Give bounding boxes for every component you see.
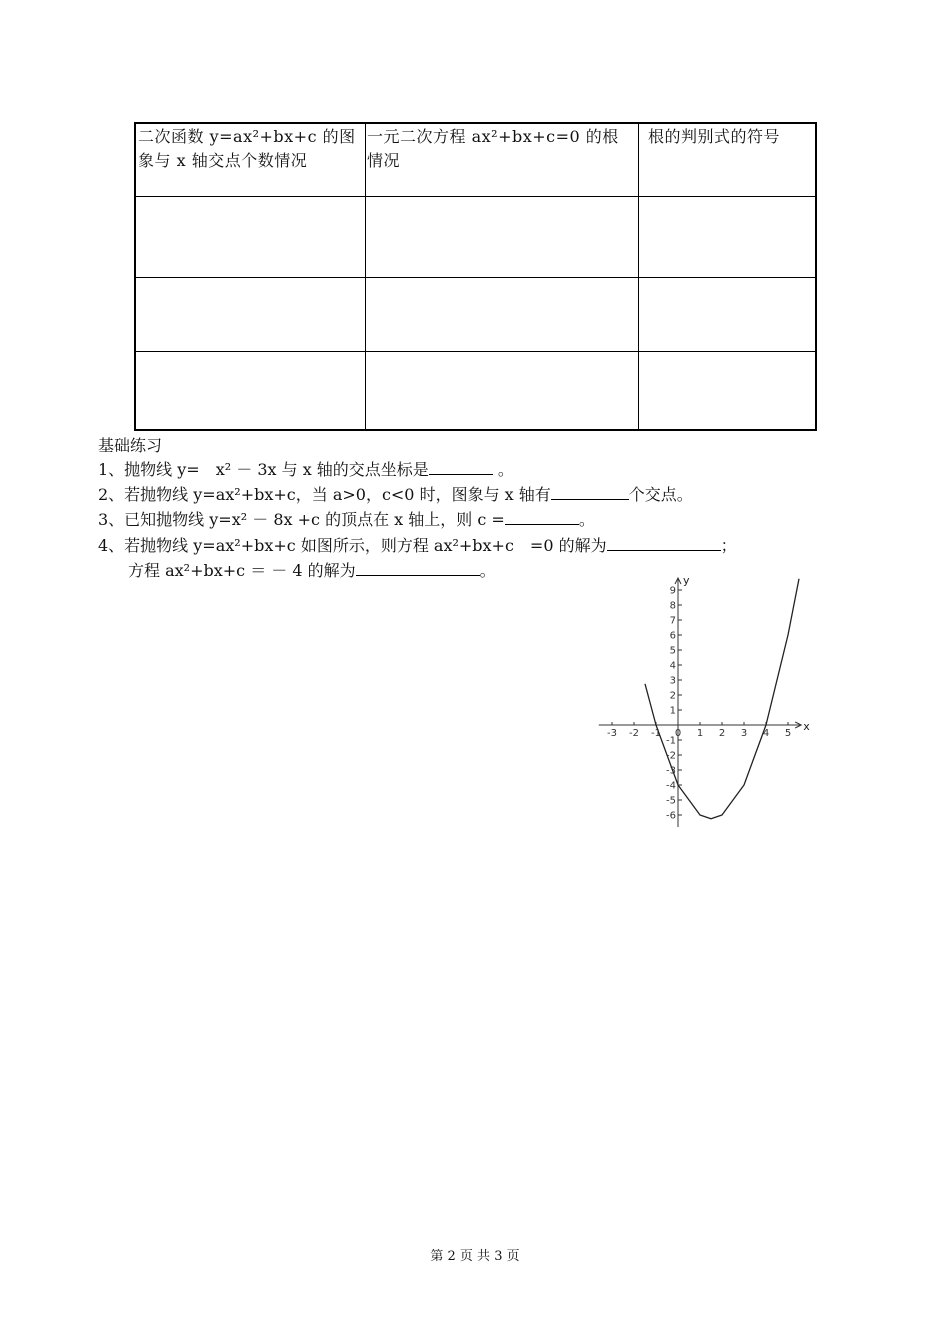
question-1-end: 。 — [492, 460, 514, 479]
y-tick-label: 1 — [669, 705, 676, 717]
parabola-graph — [598, 572, 818, 838]
question-4-text: 4、若抛物线 y=ax²+bx+c 如图所示，则方程 ax²+bx+c =0 的解为 — [98, 536, 607, 555]
y-tick-label: 4 — [669, 660, 676, 672]
question-1-text: 1、抛物线 y= x² － 3x 与 x 轴的交点坐标是 — [98, 460, 429, 479]
page-footer: 第 2 页 共 3 页 — [430, 1249, 520, 1264]
y-tick-label: -3 — [666, 765, 676, 777]
y-tick-label: 6 — [669, 630, 676, 642]
x-tick-label: 4 — [762, 728, 770, 739]
y-tick-label: -6 — [666, 810, 676, 822]
y-tick-label: -5 — [666, 795, 676, 807]
y-axis-label: y — [683, 574, 690, 587]
question-4-line-2-end: 。 — [479, 561, 496, 580]
header-line: 象与 x 轴交点个数情况 — [138, 151, 308, 170]
answer-blank-2[interactable] — [551, 483, 629, 500]
header-cell-roots — [367, 125, 619, 173]
header-line: 根的判别式的符号 — [648, 127, 781, 146]
answer-blank-4a[interactable] — [607, 534, 721, 551]
answer-blank-4b[interactable] — [356, 559, 480, 576]
question-4-line-1-end: ； — [720, 536, 737, 555]
section-title: 基础练习 — [98, 436, 163, 455]
question-1 — [98, 458, 514, 482]
header-cell-discriminant — [648, 125, 780, 149]
x-tick-label: -2 — [629, 728, 639, 739]
question-3-text: 3、已知抛物线 y=x² － 8x +c 的顶点在 x 轴上，则 c = — [98, 510, 505, 529]
y-tick-label: 9 — [669, 585, 676, 597]
question-3-end: 。 — [578, 510, 595, 529]
x-tick-label: 2 — [718, 728, 726, 739]
header-line: 一元二次方程 ax²+bx+c=0 的根 — [367, 127, 619, 146]
x-tick-label: -3 — [607, 728, 617, 739]
question-2 — [98, 483, 693, 507]
x-tick-label: 1 — [696, 728, 704, 739]
y-tick-label: 3 — [669, 675, 676, 687]
x-tick-label: 3 — [740, 728, 748, 739]
y-tick-label: -2 — [666, 750, 676, 762]
question-4-second-text: 方程 ax²+bx+c ＝ － 4 的解为 — [128, 561, 356, 580]
question-2-text: 2、若抛物线 y=ax²+bx+c，当 a>0，c<0 时，图象与 x 轴有 — [98, 485, 551, 504]
table-row-divider-3 — [136, 351, 815, 352]
y-tick-label: -1 — [666, 735, 676, 747]
y-tick-label: 8 — [669, 600, 676, 612]
y-tick-label: 7 — [669, 615, 676, 627]
header-cell-graph-intersections — [138, 125, 356, 173]
y-tick-label: -4 — [666, 780, 676, 792]
answer-blank-1[interactable] — [429, 458, 493, 475]
question-3 — [98, 508, 595, 532]
header-line: 情况 — [367, 151, 401, 170]
question-4-line-2 — [128, 559, 496, 583]
table-row-divider-1 — [136, 196, 815, 197]
question-2-end: 个交点。 — [628, 485, 693, 504]
answer-blank-3[interactable] — [505, 508, 579, 525]
y-tick-label: 2 — [669, 690, 676, 702]
x-axis-label: x — [803, 720, 810, 733]
x-tick-label: 5 — [784, 728, 792, 739]
question-4-line-1 — [98, 534, 737, 558]
answer-table — [134, 122, 817, 431]
x-tick-label: -1 — [651, 728, 661, 739]
header-line: 二次函数 y=ax²+bx+c 的图 — [138, 127, 356, 146]
table-row-divider-2 — [136, 277, 815, 278]
y-tick-label: 5 — [669, 645, 676, 657]
x-tick-label: 0 — [674, 728, 682, 739]
